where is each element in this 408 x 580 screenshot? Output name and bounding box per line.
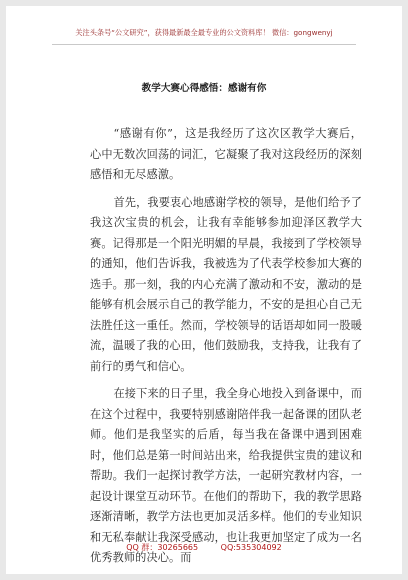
document-page (6, 6, 402, 574)
footer-contacts (6, 542, 402, 553)
paragraph: “感谢有你”，这是我经历了这次区教学大赛后，心中无数次回荡的词汇，它凝聚了我对这段经历的深刻感悟和无尽感激。 (90, 127, 362, 181)
footer-qq: QQ:535304092 (220, 543, 282, 552)
header-divider (52, 44, 356, 45)
document-body (90, 124, 362, 574)
footer-qq-group: QQ 群：30265665 (126, 543, 199, 552)
document-title: 教学大赛心得感悟：感谢有你 (141, 83, 267, 94)
paragraph: 在接下来的日子里，我全身心地投入到备课中，而在这个过程中，我要特别感谢陪伴我一起备课的团队老师。他们是我坚实的后盾，每当我在备课中遇到困难时，他们总是第一时间站出来，给我提供宝贵的建议和帮助。我们一起探讨教学方法，一起研究教材内容，一起设计课堂互动环节。在他们的帮助下，我的教学思路逐渐清晰，教学方法也更加灵活多样。他们的专业知识和无私奉献让我深受感动，也让我更加坚定了成为一名优秀教师的决心。而 (90, 387, 362, 564)
paragraph: 首先，我要衷心地感谢学校的领导，是他们给予了我这次宝贵的机会，让我有幸能够参加迎泽区教学大赛。记得那是一个阳光明媚的早晨，我接到了学校领导的通知，他们告诉我，我被选为了代表学校参加大赛的选手。那一刻，我的内心充满了激动和不安，激动的是能够有机会展示自己的教学能力，不安的是担心自己无法胜任这一重任。然而，学校领导的话语却如同一股暖流，温暖了我的心田，他们鼓励我，支持我，让我有了前行的勇气和信心。 (90, 195, 362, 373)
header-note: 关注头条号“公文研究”，获得最新最全最专业的公文资料库！ 微信：gongwenyj (75, 28, 333, 37)
